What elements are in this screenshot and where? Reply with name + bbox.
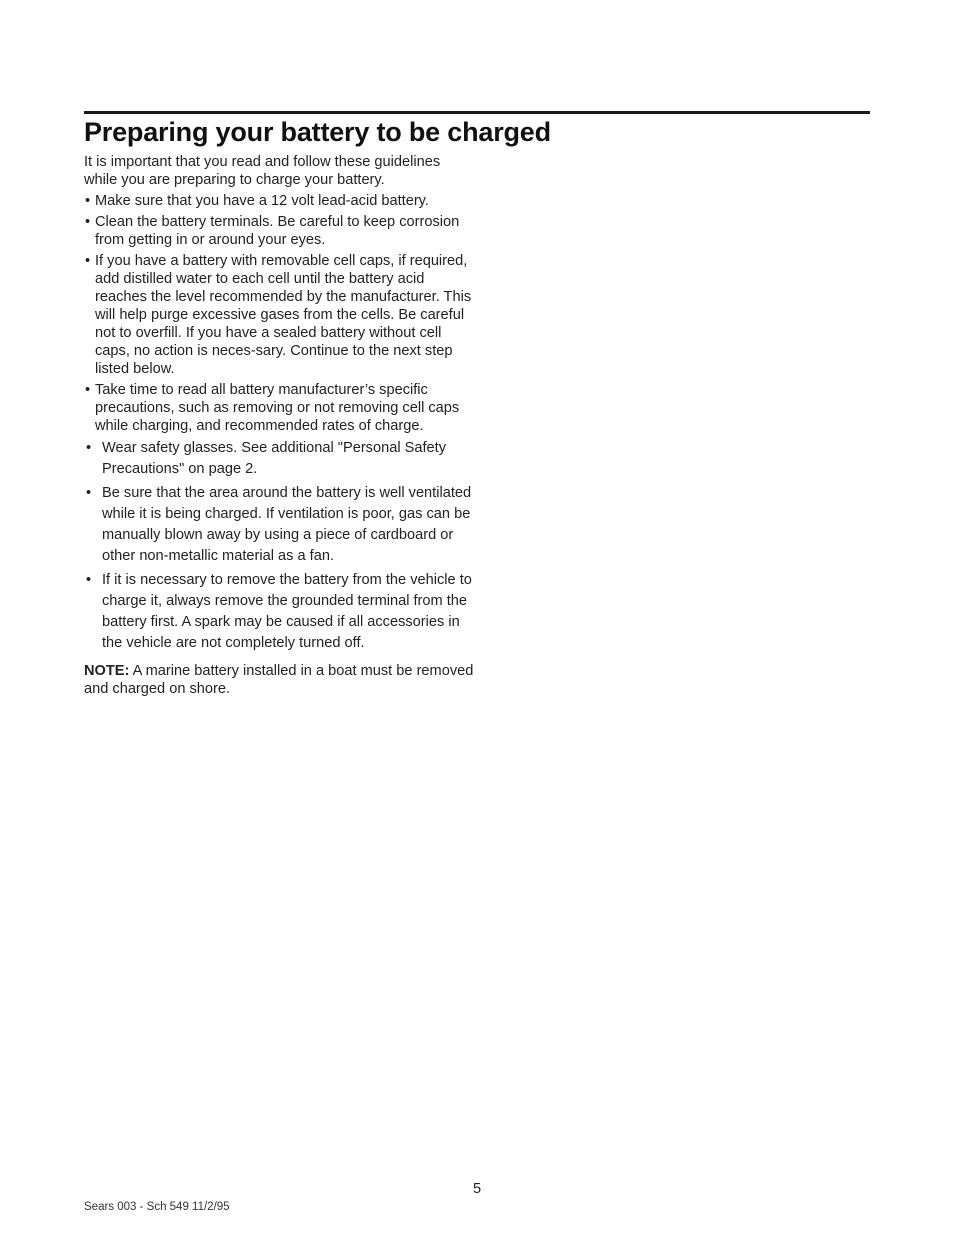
bullet-icon: • [85, 193, 91, 209]
intro-paragraph: It is important that you read and follow these guidelines while you are preparing to charge your battery. [84, 154, 441, 188]
bullet-icon: • [86, 485, 92, 501]
content-column [84, 153, 474, 698]
list-item [84, 570, 474, 654]
list-item-text: Take time to read all battery manufacturer’s specific precautions, such as removing or not removing cell caps while charging, and recommended rates of charge. [95, 382, 460, 434]
list-item [84, 483, 474, 567]
note-paragraph [84, 662, 474, 698]
note-label: NOTE: [84, 663, 130, 679]
list-item-text: If you have a battery with removable cell caps, if required, add distilled water to each cell until the battery acid reaches the level recommended by the manufacturer. This will help purge excessive gases from the cells. Be careful not to overfill. If you have a sealed battery without cell caps, no action is neces-sary. Continue to the next step listed below. [95, 253, 472, 377]
guideline-list [84, 192, 474, 654]
list-item [84, 252, 474, 378]
list-item [84, 381, 474, 435]
bullet-icon: • [85, 382, 91, 398]
list-item [84, 438, 474, 480]
list-item-text: Make sure that you have a 12 volt lead-acid battery. [95, 193, 429, 209]
list-item-text: Be sure that the area around the battery is well ventilated while it is being charged. If ventilation is poor, gas can be manually blown away by using a piece of cardboard or other non-metallic material as a fan. [102, 485, 472, 564]
list-item-text: If it is necessary to remove the battery from the vehicle to charge it, always remove the grounded terminal from the battery first. A spark may be caused if all accessories in the vehicle are not completely turned off. [102, 572, 472, 651]
footer-code: Sears 003 - Sch 549 11/2/95 [84, 1201, 230, 1213]
bullet-icon: • [86, 440, 92, 456]
note-text: A marine battery installed in a boat must be removed and charged on shore. [84, 663, 474, 697]
list-item [84, 213, 474, 249]
bullet-icon: • [85, 214, 91, 230]
list-item [84, 192, 474, 210]
bullet-icon: • [85, 253, 91, 269]
bullet-icon: • [86, 572, 92, 588]
list-item-text: Wear safety glasses. See additional "Personal Safety Precautions" on page 2. [102, 440, 447, 477]
page-title: Preparing your battery to be charged [84, 117, 551, 147]
page-number: 5 [472, 1181, 482, 1197]
title-rule [84, 111, 870, 114]
list-item-text: Clean the battery terminals. Be careful to keep corrosion from getting in or around your eyes. [95, 214, 460, 248]
